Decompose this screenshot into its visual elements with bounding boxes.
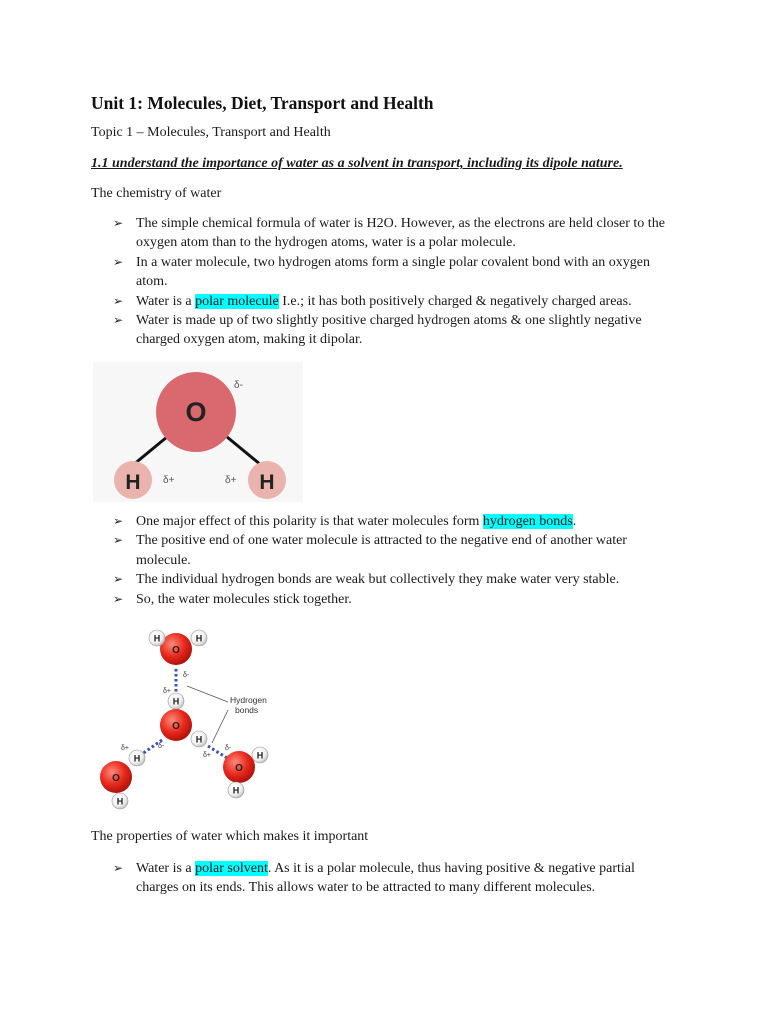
bullet-arrow-icon: ➢ bbox=[113, 591, 124, 606]
hydrogen-label-left-upper: H bbox=[133, 753, 141, 764]
bullet-arrow-icon: ➢ bbox=[113, 313, 124, 328]
oxygen-label-left: O bbox=[112, 773, 120, 784]
bullet-item bbox=[0, 531, 676, 570]
bullet-item bbox=[0, 292, 676, 311]
delta-minus-right: δ- bbox=[225, 745, 232, 752]
callout-label-line1: Hydrogen bbox=[230, 695, 267, 705]
bullet-text: Water is a bbox=[136, 293, 196, 309]
oxygen-label-right: O bbox=[235, 763, 243, 774]
delta-plus-middle-right: δ+ bbox=[203, 752, 211, 759]
bullet-arrow-icon: ➢ bbox=[113, 514, 124, 528]
oxygen-label-middle: O bbox=[172, 721, 180, 732]
bullet-list-chemistry bbox=[0, 214, 676, 350]
oxygen-label: O bbox=[185, 397, 207, 427]
bullet-text: Water is a bbox=[136, 861, 196, 876]
delta-minus-top: δ- bbox=[183, 672, 190, 679]
bullet-text: The simple chemical formula of water is H2O. However, as the electrons are held closer to the oxygen atom than to the hydrogen atoms, water is a polar molecule. bbox=[136, 216, 665, 251]
highlighted-term: hydrogen bonds bbox=[482, 514, 573, 529]
bullet-item bbox=[0, 859, 676, 898]
hydrogen-label-top-left: H bbox=[153, 633, 161, 644]
highlighted-term: polar molecule bbox=[195, 293, 279, 309]
delta-plus-middle-top: δ+ bbox=[163, 688, 171, 695]
water-molecule-diagram bbox=[93, 362, 303, 502]
bullet-text: So, the water molecules stick together. bbox=[136, 591, 352, 607]
delta-plus-label-right: δ+ bbox=[225, 475, 237, 486]
bullet-text: One major effect of this polarity is that water molecules form bbox=[136, 514, 483, 529]
bullet-arrow-icon: ➢ bbox=[113, 861, 124, 875]
bullet-text: The positive end of one water molecule is attracted to the negative end of another water molecule. bbox=[136, 533, 627, 568]
callout-line-lower bbox=[212, 710, 228, 743]
callout-line-upper bbox=[187, 686, 228, 702]
hydrogen-label-top-right: H bbox=[195, 633, 203, 644]
section-heading-chemistry: The chemistry of water bbox=[91, 186, 222, 201]
bullet-list-properties bbox=[0, 859, 676, 898]
hydrogen-label-left: H bbox=[125, 471, 141, 494]
bullet-list-bonds bbox=[0, 512, 676, 609]
bullet-text-continued: . As it is a polar molecule, thus having positive & negative partial charges on its ends. This allows water to be attracted to many different molecules. bbox=[136, 861, 635, 896]
delta-minus-middle: δ- bbox=[158, 743, 165, 750]
delta-plus-left: δ+ bbox=[121, 745, 129, 752]
hydrogen-label-middle-top: H bbox=[172, 696, 180, 707]
bullet-arrow-icon: ➢ bbox=[113, 293, 124, 308]
bullet-text: In a water molecule, two hydrogen atoms form a single polar covalent bond with an oxygen atom. bbox=[136, 254, 650, 290]
delta-minus-label: δ- bbox=[234, 380, 243, 391]
hydrogen-label-right-upper: H bbox=[256, 750, 264, 761]
bullet-item bbox=[0, 253, 676, 292]
spec-point: 1.1 understand the importance of water as a solvent in transport, including its dipole nature. bbox=[91, 156, 623, 171]
bullet-arrow-icon: ➢ bbox=[113, 216, 124, 230]
bullet-text: The individual hydrogen bonds are weak but collectively they make water very stable. bbox=[136, 572, 620, 588]
hydrogen-label-right-lower: H bbox=[232, 785, 240, 796]
delta-plus-label-left: δ+ bbox=[163, 475, 175, 486]
bullet-text: Water is made up of two slightly positive charged hydrogen atoms & one slightly negative charged oxygen atom, making it dipolar. bbox=[136, 313, 642, 348]
unit-title: Unit 1: Molecules, Diet, Transport and Health bbox=[91, 93, 434, 113]
bullet-text-continued: I.e.; it has both positively charged & negatively charged areas. bbox=[278, 293, 632, 309]
bullet-item bbox=[0, 311, 676, 350]
bullet-item bbox=[0, 512, 676, 531]
bullet-item bbox=[0, 214, 676, 253]
highlighted-term: polar solvent bbox=[195, 861, 268, 876]
bullet-arrow-icon: ➢ bbox=[113, 533, 124, 548]
hydrogen-label-right: H bbox=[259, 471, 275, 494]
hydrogen-bonds-diagram bbox=[95, 622, 285, 818]
oxygen-label-top: O bbox=[172, 645, 180, 656]
topic-title: Topic 1 – Molecules, Transport and Health bbox=[91, 125, 331, 140]
bullet-arrow-icon: ➢ bbox=[113, 254, 124, 269]
hydrogen-label-middle-right: H bbox=[195, 734, 203, 745]
section-heading-properties: The properties of water which makes it important bbox=[91, 829, 369, 844]
callout-label-line2: bonds bbox=[235, 705, 259, 715]
bullet-text-continued: . bbox=[572, 514, 577, 529]
hydrogen-label-left-lower: H bbox=[116, 796, 124, 807]
bullet-arrow-icon: ➢ bbox=[113, 572, 124, 587]
bullet-item bbox=[0, 570, 676, 589]
bullet-item bbox=[0, 590, 676, 609]
